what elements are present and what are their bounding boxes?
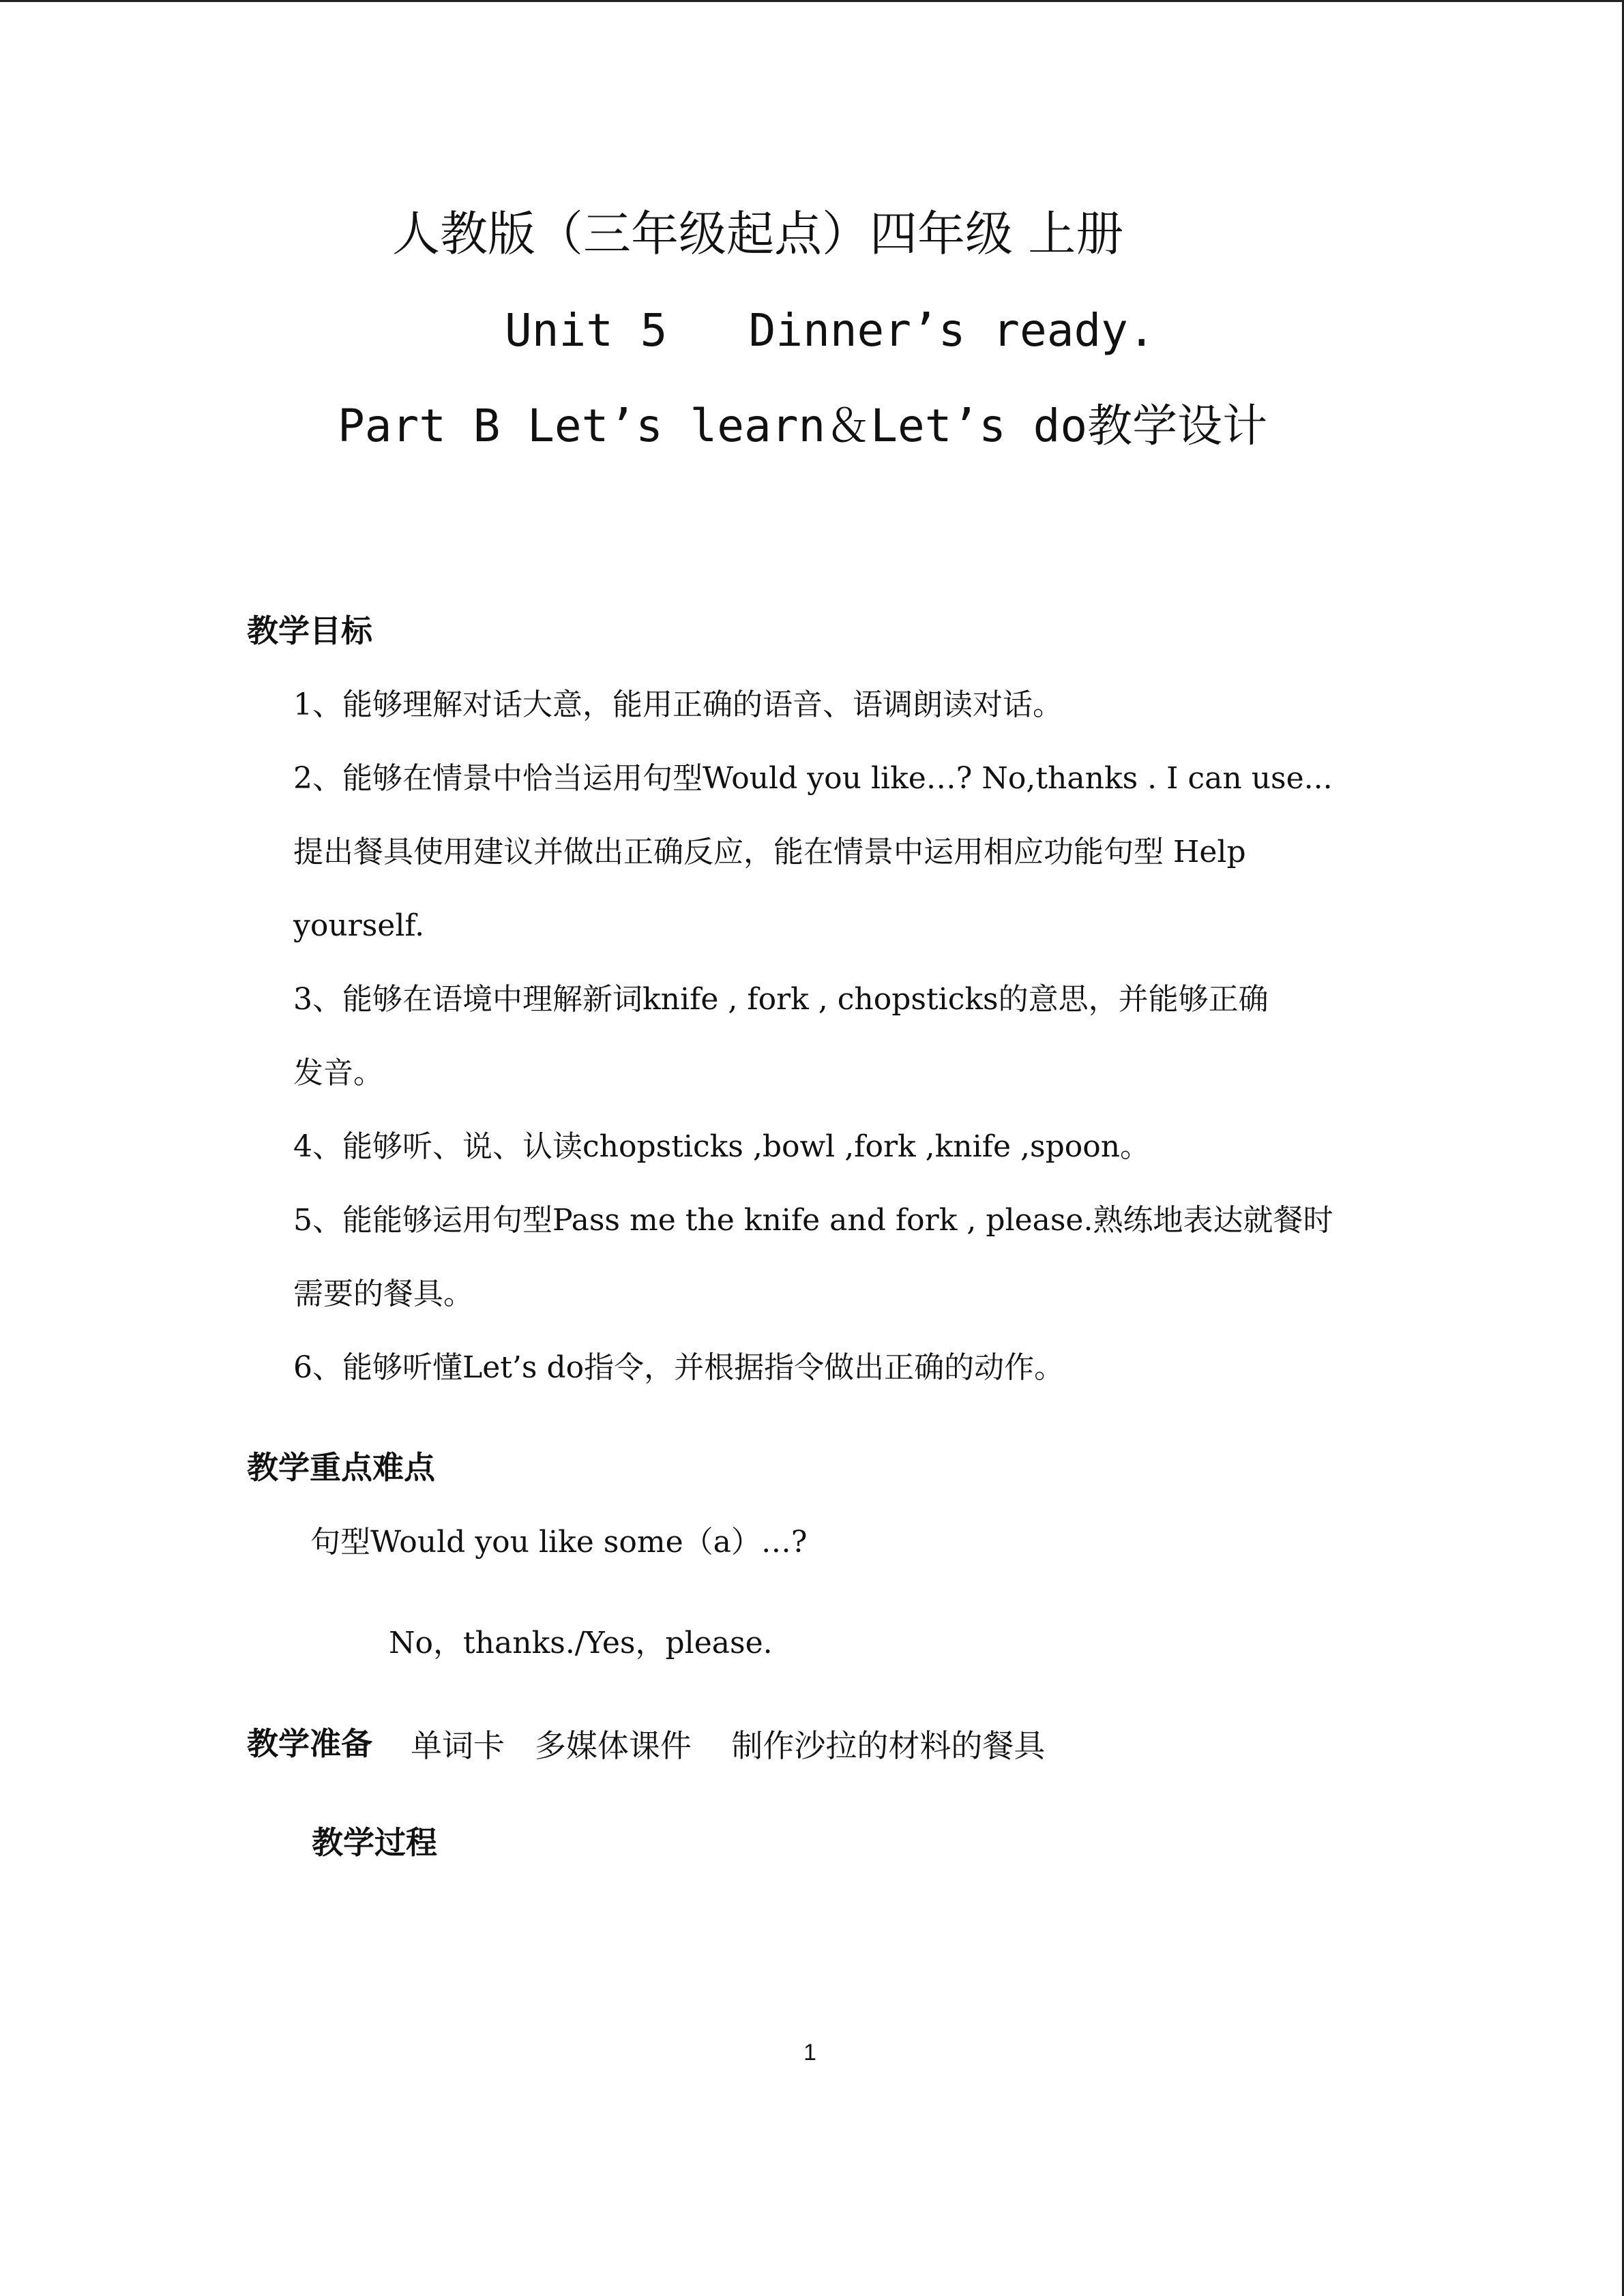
preparation-heading: 教学准备: [247, 1725, 372, 1762]
process-heading: 教学过程: [312, 1824, 437, 1861]
document-title-line-2: Unit 5 Dinner’s ready.: [505, 304, 1155, 357]
objective-line: 1、能够理解对话大意，能用正确的语音、语调朗读对话。: [293, 687, 1063, 722]
key-points-heading: 教学重点难点: [247, 1449, 435, 1486]
objective-line: 3、能够在语境中理解新词knife , fork , chopsticks的意思，并能够正确: [293, 982, 1269, 1017]
key-point-line: 句型Would you like some（a）…?: [310, 1525, 808, 1560]
preparation-items: 单词卡 多媒体课件 制作沙拉的材料的餐具: [411, 1727, 1046, 1764]
objective-line: yourself.: [293, 908, 425, 943]
key-point-line: No，thanks./Yes，please.: [389, 1626, 773, 1660]
objective-line: 需要的餐具。: [293, 1277, 473, 1311]
objective-line: 提出餐具使用建议并做出正确反应，能在情景中运用相应功能句型 Help: [293, 835, 1246, 869]
objective-line: 发音。: [293, 1056, 383, 1090]
objective-line: 4、能够听、说、认读chopsticks ,bowl ,fork ,knife ,spoon。: [293, 1129, 1151, 1164]
objectives-heading: 教学目标: [247, 612, 372, 649]
document-title-line-1: 人教版（三年级起点）四年级 上册: [392, 206, 1124, 262]
page-number: 1: [803, 2040, 816, 2066]
document-title-line-3: Part B Let’s learn＆Let’s do教学设计: [338, 400, 1268, 452]
objective-line: 2、能够在情景中恰当运用句型Would you like…? No,thanks . I can use...: [293, 761, 1333, 796]
objective-line: 5、能能够运用句型Pass me the knife and fork , please.熟练地表达就餐时: [293, 1203, 1333, 1238]
top-border-line: [0, 0, 1624, 2]
objective-line: 6、能够听懂Let’s do指令，并根据指令做出正确的动作。: [293, 1350, 1065, 1385]
